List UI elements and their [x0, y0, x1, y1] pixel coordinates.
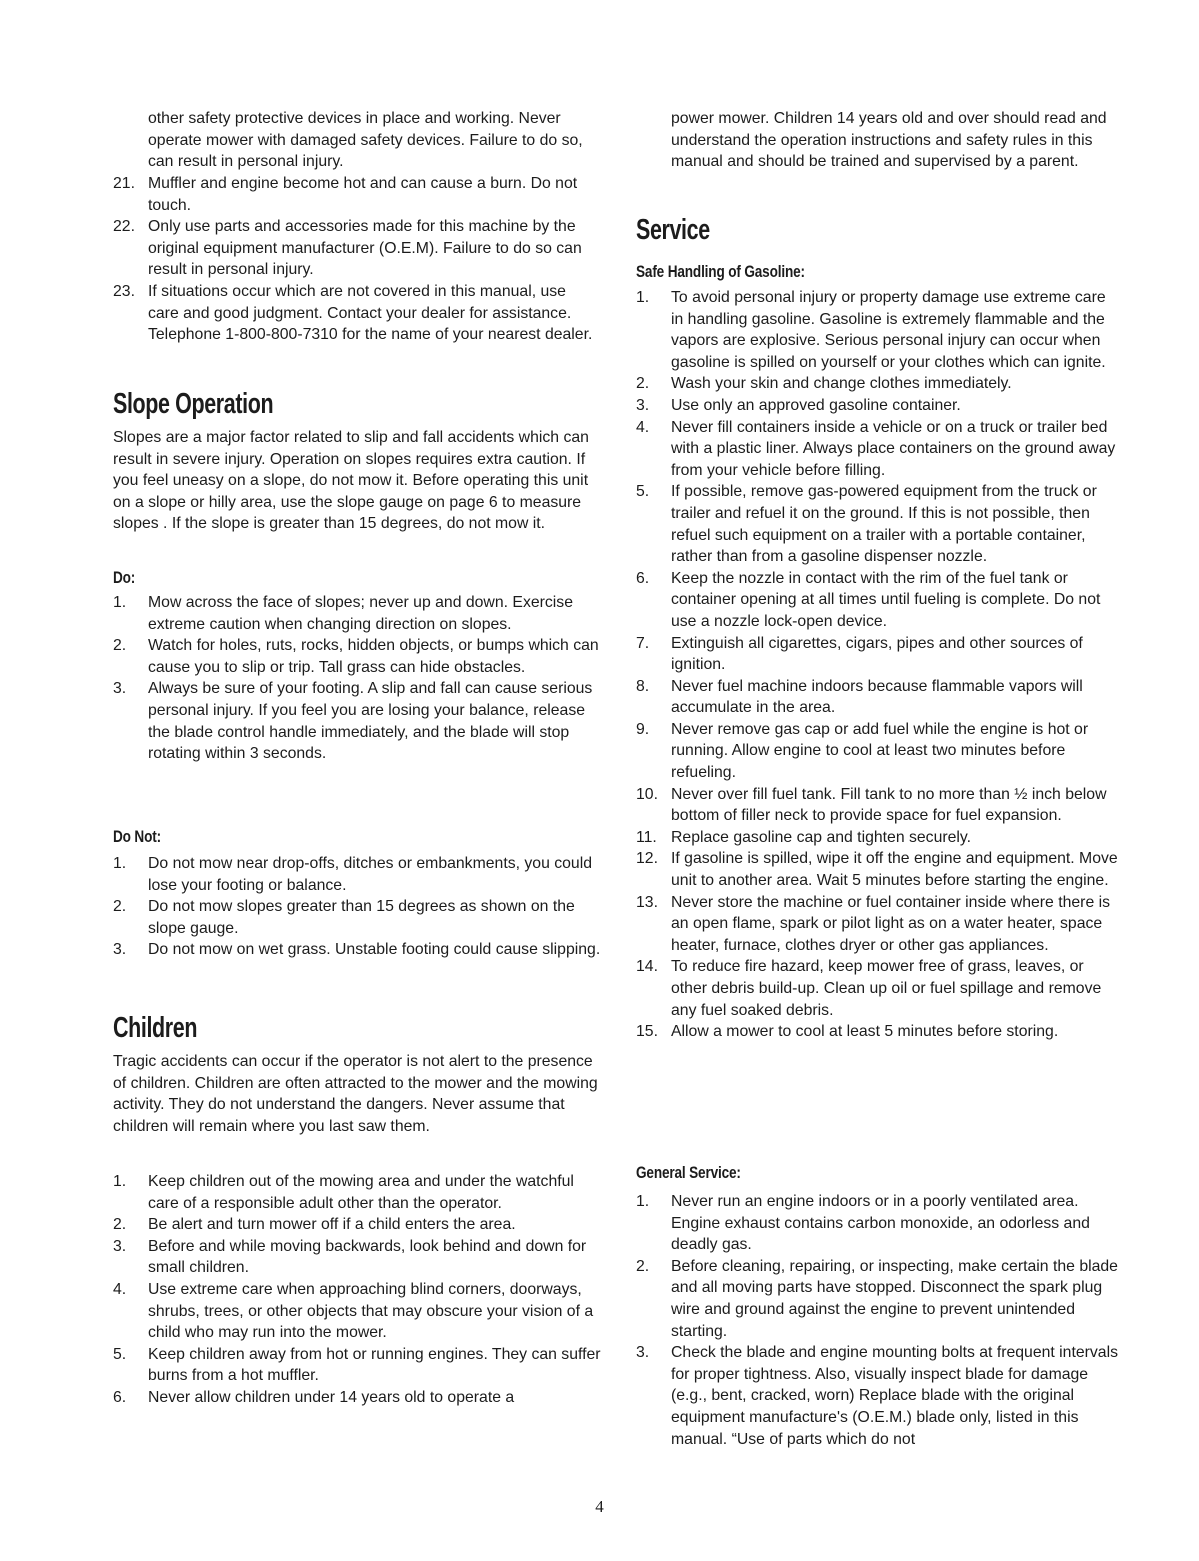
section-heading: Service — [636, 214, 710, 246]
item-number: 2. — [113, 898, 127, 916]
item-text: Never allow children under 14 years old to operate a — [148, 1388, 515, 1406]
list-item — [636, 481, 1120, 567]
list-item — [636, 1342, 1120, 1450]
list-item — [113, 281, 601, 346]
item-text: Keep children out of the mowing area and under the watchful care of a responsible adult other than the operator. — [148, 1173, 574, 1212]
item-number: 1. — [636, 1193, 650, 1210]
item-text: Keep the nozzle in contact with the rim of the fuel tank or container opening at all times until fueling is complete. Do not use a nozzle lock-open device. — [671, 569, 1101, 630]
item-text: Never over fill fuel tank. Fill tank to no more than ½ inch below bottom of filler neck to provide space for fuel expansion. — [671, 785, 1107, 825]
continued-text — [636, 108, 1120, 173]
list-item — [636, 417, 1120, 482]
item-text: Be alert and turn mower off if a child enters the area. — [148, 1216, 516, 1234]
item-number: 5. — [636, 483, 650, 501]
subheading: General Service: — [636, 1163, 741, 1182]
list-item — [636, 892, 1120, 957]
item-text: Check the blade and engine mounting bolts at frequent intervals for proper tightness. Also, visually inspect blade for damage (e.g., bent, cracked, worn) Replace blade with the original equipment manufacture's (O.E.M.) blade only, listed in this manual. “Use of parts which do not — [671, 1344, 1118, 1448]
list-item — [636, 1021, 1120, 1043]
do-not-list — [113, 853, 601, 961]
list-item — [636, 568, 1120, 633]
list-item — [636, 1256, 1120, 1342]
item-number: 1. — [113, 855, 127, 872]
list-item — [636, 956, 1120, 1021]
item-number: 3. — [113, 941, 127, 959]
item-number: 1. — [636, 289, 650, 306]
item-number: 10. — [636, 785, 658, 803]
item-text: Use extreme care when approaching blind corners, doorways, shrubs, trees, or other objects that may obscure your vision of a child who may run into the mower. — [148, 1280, 594, 1342]
item-number: 8. — [636, 677, 650, 695]
item-number: 5. — [113, 1345, 127, 1363]
item-text: If gasoline is spilled, wipe it off the engine and equipment. Move unit to another area. Wait 5 minutes before starting the engine. — [671, 850, 1118, 890]
subheading: Safe Handling of Gasoline: — [636, 262, 805, 281]
item-number: 2. — [113, 1216, 127, 1234]
item-number: 4. — [636, 418, 650, 436]
item-text: Never run an engine indoors or in a poorly ventilated area. Engine exhaust contains carbon monoxide, an odorless and deadly gas. — [671, 1193, 1090, 1254]
page-number: 4 — [595, 1497, 604, 1516]
item-number: 9. — [636, 720, 650, 738]
continued-paragraph: power mower. Children 14 years old and over should read and understand the operation instructions and safety rules in this manual and should be trained and supervised by a parent. — [671, 110, 1107, 171]
list-item — [636, 848, 1120, 891]
item-number: 6. — [636, 569, 650, 587]
item-number: 13. — [636, 893, 658, 911]
general-service-list — [636, 1191, 1120, 1450]
item-text: Never remove gas cap or add fuel while the engine is hot or running. Allow engine to cool at least two minutes before refueling. — [671, 720, 1089, 782]
list-item — [113, 1387, 601, 1409]
list-item — [636, 633, 1120, 676]
item-number: 4. — [113, 1280, 127, 1298]
list-item — [636, 719, 1120, 784]
item-text: Do not mow on wet grass. Unstable footing could cause slipping. — [148, 941, 601, 959]
do-list — [113, 592, 601, 765]
item-number: 15. — [636, 1023, 658, 1041]
list-item — [113, 939, 601, 961]
list-item — [113, 678, 601, 764]
item-text: Mow across the face of slopes; never up and down. Exercise extreme caution when changing direction on slopes. — [148, 594, 573, 633]
do-not-subsection — [113, 826, 601, 848]
item-number: 1. — [113, 594, 127, 611]
continued-text — [113, 108, 601, 173]
item-text: Watch for holes, ruts, rocks, hidden objects, or bumps which can cause you to slip or trip. Tall grass can hide obstacles. — [148, 637, 599, 676]
list-item — [636, 395, 1120, 417]
list-item — [636, 676, 1120, 719]
children-intro-block — [113, 1051, 601, 1137]
list-item — [636, 287, 1120, 373]
item-text: To reduce fire hazard, keep mower free of grass, leaves, or other debris build-up. Clean up oil or fuel spillage and remove any fuel soaked debris. — [671, 958, 1102, 1019]
item-text: Replace gasoline cap and tighten securely. — [671, 828, 972, 846]
children-section — [113, 1011, 601, 1045]
list-item — [636, 784, 1120, 827]
subheading: Do Not: — [113, 827, 161, 846]
list-item — [636, 1191, 1120, 1256]
item-text: Allow a mower to cool at least 5 minutes before storing. — [671, 1023, 1059, 1041]
item-number: 2. — [636, 1257, 650, 1275]
item-text: Only use parts and accessories made for this machine by the original equipment manufacturer (O.E.M). Failure to do so can result in personal injury. — [148, 218, 582, 279]
list-item — [636, 373, 1120, 395]
item-number: 3. — [636, 1344, 650, 1362]
service-section — [636, 213, 1120, 247]
item-text: Use only an approved gasoline container. — [671, 396, 961, 414]
slope-operation-section — [113, 387, 601, 421]
item-number: 2. — [636, 375, 650, 393]
list-item — [636, 827, 1120, 849]
do-subsection — [113, 567, 601, 589]
safety-rules-list — [113, 173, 601, 346]
slope-intro-block — [113, 427, 601, 535]
item-text: Always be sure of your footing. A slip and fall can cause serious personal injury. If you feel you are losing your balance, release the blade control handle immediately, and the blade will stop rotating within 3 seconds. — [148, 680, 593, 763]
item-number: 3. — [113, 680, 127, 698]
list-item — [113, 1279, 601, 1344]
item-text: Keep children away from hot or running engines. They can suffer burns from a hot muffler. — [148, 1345, 601, 1385]
item-number: 23. — [113, 282, 135, 300]
item-text: If possible, remove gas-powered equipment from the truck or trailer and refuel it on the ground. If this is not possible, then refuel such equipment on a trailer with a portable container, rather than from a gasoline dispenser nozzle. — [671, 483, 1097, 566]
list-item — [113, 1344, 601, 1387]
item-number: 12. — [636, 850, 658, 868]
item-text: Before cleaning, repairing, or inspecting, make certain the blade and all moving parts have stopped. Disconnect the spark plug wire and ground against the engine to prevent unintended starting. — [671, 1257, 1118, 1340]
item-text: Before and while moving backwards, look behind and down for small children. — [148, 1237, 587, 1277]
section-heading: Children — [113, 1012, 198, 1044]
list-item — [113, 1171, 601, 1214]
list-item — [113, 853, 601, 896]
item-number: 1. — [113, 1173, 127, 1190]
list-item — [113, 1214, 601, 1236]
item-number: 11. — [636, 828, 657, 846]
item-text: Wash your skin and change clothes immediately. — [671, 375, 1012, 393]
list-item — [113, 896, 601, 939]
section-intro: Tragic accidents can occur if the operator is not alert to the presence of children. Children are often attracted to the mower and the mowing activity. They do not understand the dangers. Never assume that children will remain where you last saw them. — [113, 1053, 598, 1135]
subheading: Do: — [113, 568, 136, 587]
children-list — [113, 1171, 601, 1409]
item-text: If situations occur which are not covered in this manual, use care and good judgment. Contact your dealer for assistance. Telephone 1-800-800-7310 for the name of your nearest dealer. — [148, 282, 593, 344]
item-text: To avoid personal injury or property damage use extreme care in handling gasoline. Gasoline is extremely flammable and the vapors are explosive. Serious personal injury can occur when gasoline is spilled on yourself or your clothes which can ignite. — [671, 289, 1106, 371]
item-text: Never fill containers inside a vehicle or on a truck or trailer bed with a plastic liner. Always place containers on the ground away from your vehicle before filling. — [671, 418, 1116, 479]
item-number: 2. — [113, 637, 127, 655]
item-number: 22. — [113, 218, 135, 236]
item-number: 21. — [113, 175, 135, 192]
item-number: 14. — [636, 958, 658, 976]
item-number: 7. — [636, 634, 650, 652]
item-number: 3. — [113, 1237, 127, 1255]
item-text: Never store the machine or fuel container inside where there is an open flame, spark or pilot light as on a water heater, space heater, furnace, clothes dryer or other gas appliances. — [671, 893, 1111, 954]
list-item — [113, 173, 601, 216]
gasoline-subsection — [636, 261, 1120, 283]
item-text: Do not mow near drop-offs, ditches or embankments, you could lose your footing or balance. — [148, 855, 593, 894]
item-text: Extinguish all cigarettes, cigars, pipes and other sources of ignition. — [671, 634, 1083, 674]
list-item — [113, 216, 601, 281]
item-text: Do not mow slopes greater than 15 degrees as shown on the slope gauge. — [148, 898, 575, 937]
item-number: 6. — [113, 1388, 127, 1406]
item-text: Never fuel machine indoors because flammable vapors will accumulate in the area. — [671, 677, 1083, 717]
list-item — [113, 592, 601, 635]
section-intro: Slopes are a major factor related to slip and fall accidents which can result in severe injury. Operation on slopes requires extra caution. If you feel uneasy on a slope, do not mow it. Before operating this unit on a slope or hilly area, use the slope gauge on page 6 to measure slopes . If the slope is greater than 15 degrees, do not mow it. — [113, 429, 589, 533]
item-number: 3. — [636, 396, 650, 414]
list-item — [113, 635, 601, 678]
continued-paragraph: other safety protective devices in place and working. Never operate mower with damaged safety devices. Failure to do so, can result in personal injury. — [148, 110, 583, 171]
section-heading: Slope Operation — [113, 388, 274, 420]
gasoline-list — [636, 287, 1120, 1043]
general-service-subsection — [636, 1162, 1120, 1184]
item-text: Muffler and engine become hot and can cause a burn. Do not touch. — [148, 175, 578, 214]
list-item — [113, 1236, 601, 1279]
